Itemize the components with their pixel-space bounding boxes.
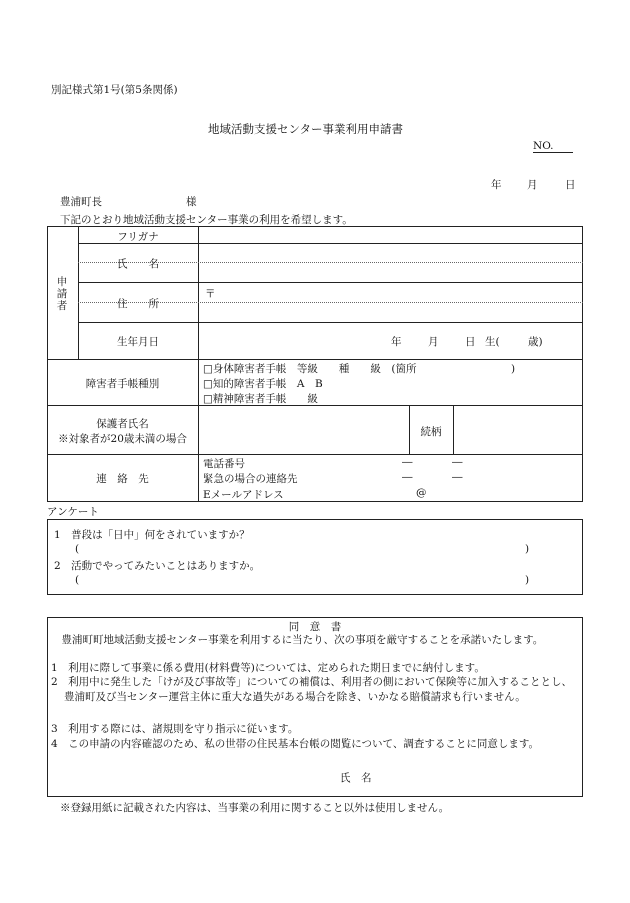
survey-heading: アンケート bbox=[47, 506, 99, 518]
consent-signature-label: 氏 名 bbox=[340, 772, 372, 784]
survey-question-1: 1 普段は「日中」何をされていますか？ bbox=[54, 529, 250, 541]
postal-mark: 〒 bbox=[205, 288, 216, 300]
email-label: Eメールアドレス bbox=[203, 489, 284, 501]
relation-label: 続柄 bbox=[420, 426, 442, 438]
footer-note: ※登録用紙に記載された内容は、当事業の利用に関すること以外は使用しません。 bbox=[60, 802, 450, 814]
phone-dash-1: ― bbox=[402, 456, 413, 468]
handbook-intellectual-option[interactable]: □知的障害者手帳 A B bbox=[203, 378, 323, 390]
consent-item-3: 3 利用する際には、諸規則を守り指示に従います。 bbox=[51, 723, 299, 735]
survey-answer-2-open: ( bbox=[75, 574, 80, 586]
form-number-label bbox=[533, 140, 573, 153]
survey-answer-1-close: ) bbox=[525, 543, 530, 555]
consent-item-1: 1 利用に際して事業に係る費用(材料費等)については、定められた期日までに納付します。 bbox=[51, 662, 485, 674]
relation-field[interactable] bbox=[456, 408, 580, 452]
furigana-label: フリガナ bbox=[117, 231, 159, 243]
email-at-sign: @ bbox=[416, 487, 427, 499]
addressee: 豊浦町長 bbox=[60, 196, 102, 208]
form-reference: 別記様式第1号(第5条関係) bbox=[51, 84, 178, 96]
birth-year: 年 bbox=[391, 336, 402, 348]
date-year: 年 bbox=[491, 179, 502, 191]
consent-signature-field[interactable] bbox=[380, 766, 570, 784]
date-day: 日 bbox=[565, 179, 576, 191]
consent-item-2: 2 利用中に発生した「けが及び事故等」についての補償は、利用者の側において保険等に加入することとし、豊浦町及び当センター運営主体に重大な過失がある場合を除き、いかなる賠償請求も行いません。 bbox=[51, 676, 572, 703]
birthdate-label: 生年月日 bbox=[117, 336, 159, 348]
address-label: 住 所 bbox=[117, 298, 159, 310]
survey-answer-1-field[interactable] bbox=[85, 541, 515, 555]
consent-item-4: 4 この申請の内容確認のため、私の世帯の住民基本台帳の閲覧について、調査することに同意します。 bbox=[51, 738, 539, 750]
emergency-contact-label: 緊急の場合の連絡先 bbox=[203, 473, 298, 485]
form-number-text: NO. bbox=[533, 140, 554, 152]
birth-suffix: 生( bbox=[485, 336, 500, 348]
handbook-label: 障害者手帳種別 bbox=[85, 378, 160, 390]
addressee-honorific: 様 bbox=[186, 196, 197, 208]
birth-day: 日 bbox=[465, 336, 476, 348]
guardian-name-label: 保護者氏名 bbox=[96, 418, 149, 430]
survey-answer-1-open: ( bbox=[75, 543, 80, 555]
age-unit: 歳) bbox=[528, 336, 543, 348]
applicant-side-label: 申請者 bbox=[56, 276, 68, 312]
survey-question-2: 2 活動でやってみたいことはありますか。 bbox=[54, 560, 261, 572]
consent-title: 同 意 書 bbox=[288, 621, 342, 633]
handbook-mental-option[interactable]: □精神障害者手帳 級 bbox=[203, 393, 318, 405]
address-field[interactable] bbox=[220, 285, 580, 320]
survey-answer-2-close: ) bbox=[525, 574, 530, 586]
contact-label: 連 絡 先 bbox=[96, 473, 149, 485]
phone-dash-2: ― bbox=[452, 456, 463, 468]
request-statement: 下記のとおり地域活動支援センター事業の利用を希望します。 bbox=[60, 214, 353, 226]
survey-answer-2-field[interactable] bbox=[85, 572, 515, 586]
phone-label: 電話番号 bbox=[203, 458, 245, 470]
furigana-field[interactable] bbox=[200, 228, 580, 242]
page-title: 地域活動支援センター事業利用申請書 bbox=[208, 122, 404, 136]
date-month: 月 bbox=[527, 179, 538, 191]
guardian-name-field[interactable] bbox=[200, 408, 406, 452]
handbook-physical-option[interactable]: □身体障害者手帳 等級 種 級 (箇所 ) bbox=[203, 363, 516, 375]
consent-intro: 豊浦町町地域活動支援センター事業を利用するに当たり、次の事項を厳守することを承諾いたします。 bbox=[51, 634, 544, 646]
name-field[interactable] bbox=[200, 246, 580, 280]
emergency-dash-2: ― bbox=[452, 471, 463, 483]
name-label: 氏 名 bbox=[117, 258, 159, 270]
guardian-age-note: ※対象者が20歳未満の場合 bbox=[58, 433, 187, 445]
emergency-dash-1: ― bbox=[402, 471, 413, 483]
birth-month: 月 bbox=[428, 336, 439, 348]
